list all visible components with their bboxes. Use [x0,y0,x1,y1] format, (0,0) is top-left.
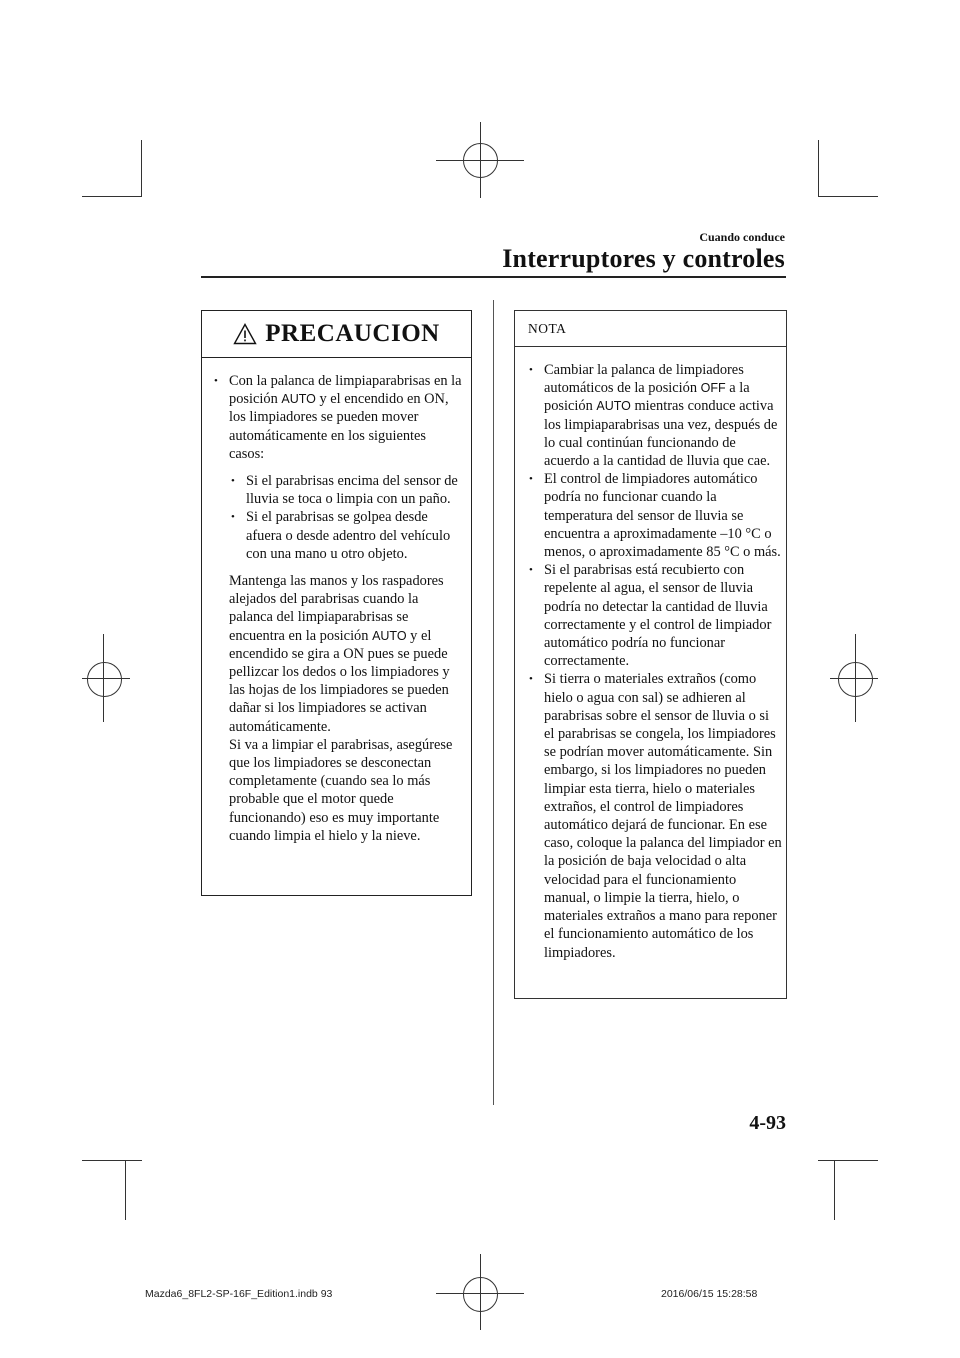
note-item: • Si el parabrisas está recubierto con repelente al agua, el sensor de lluvia podría no detectar la cantidad de lluvia correctamente y el control de limpiador automático podría no funcionar correctamente. [527,561,782,670]
key-label: AUTO [372,628,407,643]
crop-mark [125,1160,126,1220]
caution-header [202,311,471,358]
registration-circle [87,662,122,697]
caution-paragraph: Si va a limpiar el parabrisas, asegúrese que los limpiadores se desconectan completamente (cuando sea lo más probable que el motor quede funcionando) eso es muy importante cuando limpia el hielo y la nieve. [229,736,453,844]
crop-mark [834,1160,835,1220]
crop-mark [82,196,142,197]
note-body [515,347,786,962]
caution-sub-item: • Si el parabrisas encima del sensor de lluvia se toca o limpia con un paño. [229,472,463,508]
note-item: • Si tierra o materiales extraños (como hielo o agua con sal) se adhieren al parabrisas sobre el sensor de lluvia o si el parabrisas se congela, los limpiadores se podrían mover automáticamente. Sin embargo, si los limpiadores no pueden limpiar esta tierra, hielo o materiales extraños, el control de limpiadores automático dejará de funcionar. En ese caso, coloque la palanca del limpiador en la posición de baja velocidad o alta velocidad para el funcionamiento manual, o limpie la tierra, hielo, o materiales extraños a mano para reponer el funcionamiento automático de los limpiadores. [527,670,782,961]
registration-circle [463,1277,498,1312]
registration-circle [838,662,873,697]
note-box [514,310,787,999]
caution-sub-item: • Si el parabrisas se golpea desde afuera o desde adentro del vehículo con una mano u otro objeto. [229,508,463,563]
crop-mark [141,140,142,196]
note-item: • El control de limpiadores automático podría no funcionar cuando la temperatura del sensor de lluvia se encuentra a aproximadamente –10 °C o menos, o aproximadamente 85 °C o más. [527,470,782,561]
column-divider [493,300,494,1105]
caution-box [201,310,472,896]
section-title: Interruptores y controles [502,244,785,273]
caution-body [202,358,471,845]
crop-mark [82,1160,142,1161]
caution-title: PRECAUCION [265,320,440,347]
footer-timestamp: 2016/06/15 15:28:58 [661,1288,758,1300]
key-label: OFF [700,381,726,396]
crop-mark [818,196,878,197]
caution-paragraph: Mantenga las manos y los raspadores alejados del parabrisas cuando la palanca del limpiaparabrisas se encuentra en la posición AUTO y el encendido se gira a ON pues se puede pellizcar los dedos o los limpiadores y las hojas de los limpiadores se pueden dañar si los limpiadores se activan automáticamente. [229,573,450,735]
key-label: AUTO [281,392,316,407]
warning-triangle-icon [233,323,257,345]
note-item: • Cambiar la palanca de limpiadores automáticos de la posición OFF a la posición AUTO mientras conduce activa los limpiaparabrisas una vez, después de lo cual continúan funcionando de acuerdo a la cantidad de lluvia que cae. [527,361,782,470]
note-title: NOTA [515,311,786,347]
key-label: AUTO [596,399,631,414]
header-rule [201,276,786,278]
page-number: 4-93 [749,1112,786,1134]
crop-mark [818,140,819,196]
registration-circle [463,143,498,178]
crop-mark [818,1160,878,1161]
caution-bullet: • Con la palanca de limpiaparabrisas en la posición AUTO y el encendido en ON, los limpiadores se pueden mover automáticamente en los siguientes casos: • Si el parabrisas encima del sensor de lluvia se toca o limpia con un paño. • Si el parabrisas se golpea desde afuera o desde adentro del vehículo con una mano u otro objeto. [212,372,463,563]
caution-sub-list [229,472,463,563]
footer-filename: Mazda6_8FL2-SP-16F_Edition1.indb 93 [145,1288,333,1300]
section-label: Cuando conduce [699,230,785,244]
